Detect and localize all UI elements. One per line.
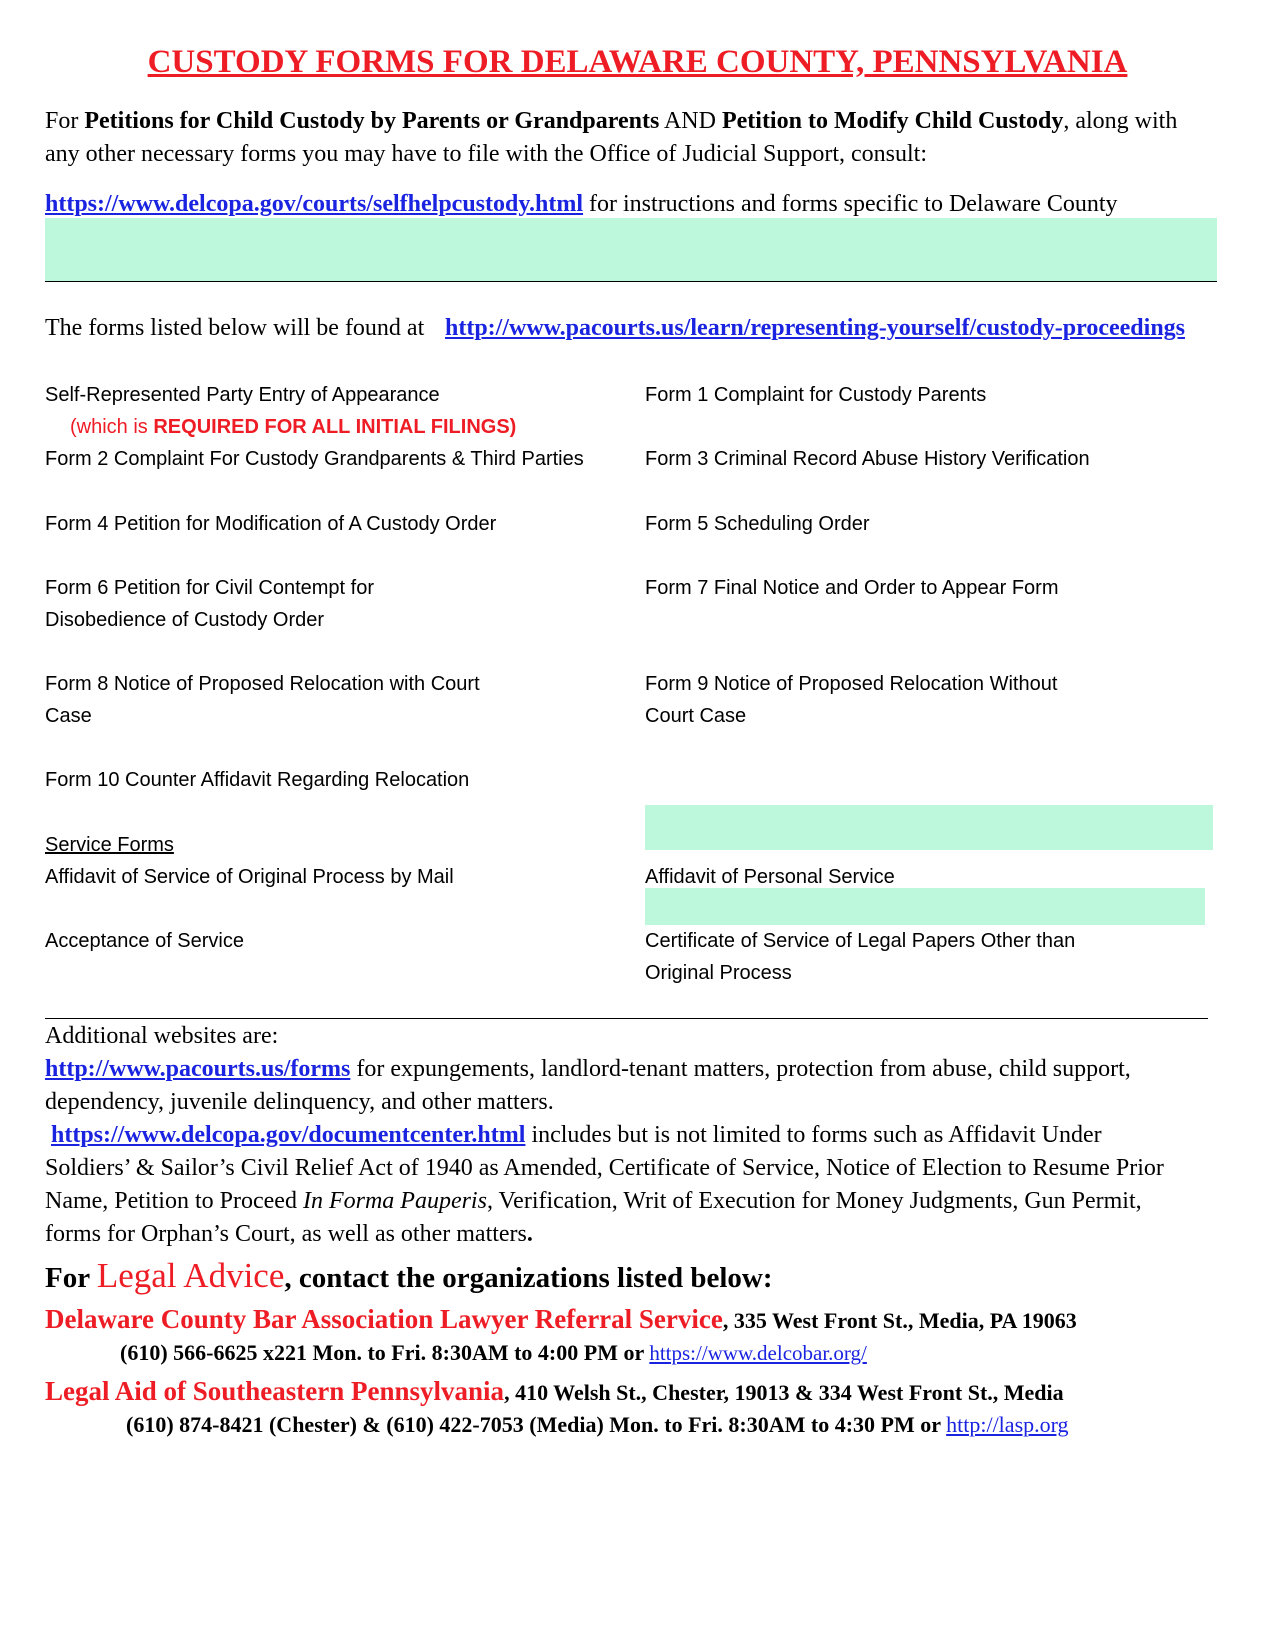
legal-advice-for: For	[45, 1262, 97, 1294]
legal-aid-line	[45, 1376, 1064, 1407]
forms-intro-text: The forms listed below will be found at	[45, 315, 425, 341]
certificate-of-service-line-1[interactable]: Certificate of Service of Legal Papers Other than	[645, 930, 1076, 952]
form-7[interactable]: Form 7 Final Notice and Order to Appear Form	[645, 577, 1059, 599]
delcobar-link[interactable]: https://www.delcobar.org/	[649, 1341, 867, 1365]
form-8-line-1[interactable]: Form 8 Notice of Proposed Relocation with Court	[45, 673, 480, 695]
intro-bold-petition-custody: Petitions for Child Custody by Parents or Grandparents	[84, 108, 660, 134]
bar-association-name: Delaware County Bar Association Lawyer Referral Service	[45, 1304, 723, 1334]
legal-advice-heading	[45, 1256, 773, 1296]
form-6-line-1[interactable]: Form 6 Petition for Civil Contempt for	[45, 577, 374, 599]
document-center-desc-4	[45, 1221, 533, 1248]
pacourts-forms-desc: for expungements, landlord-tenant matters, protection from abuse, child support,	[350, 1056, 1131, 1082]
service-forms-heading: Service Forms	[45, 834, 174, 856]
desc-period: .	[526, 1221, 533, 1247]
affidavit-service-mail[interactable]: Affidavit of Service of Original Process by Mail	[45, 866, 454, 888]
legal-advice-rest: , contact the organizations listed below:	[284, 1262, 773, 1294]
certificate-of-service-line-2[interactable]: Original Process	[645, 962, 792, 984]
form-3[interactable]: Form 3 Criminal Record Abuse History Verification	[645, 448, 1090, 470]
desc-text: , Verification, Writ of Execution for Money Judgments, Gun Permit,	[486, 1188, 1142, 1214]
document-center-desc-2: Soldiers’ & Sailor’s Civil Relief Act of 1940 as Amended, Certificate of Service, Notice of Election to Resume Prior	[45, 1155, 1164, 1181]
county-link-line	[45, 191, 1118, 218]
legal-aid-contact	[126, 1412, 1069, 1438]
legal-aid-address: , 410 Welsh St., Chester, 19013 & 334 West Front St., Media	[504, 1380, 1064, 1405]
acceptance-of-service[interactable]: Acceptance of Service	[45, 930, 244, 952]
bar-association-line	[45, 1304, 1077, 1335]
intro-text: , along with	[1063, 108, 1178, 134]
document-center-desc-3	[45, 1188, 1142, 1215]
form-entry-of-appearance[interactable]: Self-Represented Party Entry of Appearance	[45, 384, 440, 406]
form-5[interactable]: Form 5 Scheduling Order	[645, 513, 870, 535]
bar-association-address: , 335 West Front St., Media, PA 19063	[722, 1308, 1077, 1333]
document-center-link[interactable]: https://www.delcopa.gov/documentcenter.html	[51, 1122, 526, 1148]
desc-text: Name, Petition to Proceed	[45, 1188, 303, 1214]
form-9-line-1[interactable]: Form 9 Notice of Proposed Relocation Without	[645, 673, 1058, 695]
form-10[interactable]: Form 10 Counter Affidavit Regarding Relocation	[45, 769, 470, 791]
form-1[interactable]: Form 1 Complaint for Custody Parents	[645, 384, 987, 406]
pacourts-forms-link[interactable]: http://www.pacourts.us/forms	[45, 1056, 351, 1082]
desc-text: forms for Orphan’s Court, as well as other matters	[45, 1221, 527, 1247]
required-note-text: (which is	[70, 416, 154, 438]
divider	[45, 281, 1217, 282]
intro-bold-petition-modify: Petition to Modify Child Custody	[721, 108, 1064, 134]
county-link-desc: for instructions and forms specific to Delaware County	[583, 191, 1118, 217]
document-center-desc: includes but is not limited to forms such as Affidavit Under	[525, 1122, 1102, 1148]
forms-intro-line	[45, 315, 424, 342]
highlight-box	[45, 218, 1217, 281]
bar-association-contact	[120, 1340, 867, 1366]
required-note	[70, 416, 516, 439]
pacourts-custody-link[interactable]: http://www.pacourts.us/learn/representing-yourself/custody-proceedings	[445, 315, 1186, 341]
additional-heading: Additional websites are:	[45, 1023, 279, 1049]
intro-line-2: any other necessary forms you may have to file with the Office of Judicial Support, consult:	[45, 141, 927, 167]
desc-italic: In Forma Pauperis	[302, 1188, 487, 1214]
form-4[interactable]: Form 4 Petition for Modification of A Custody Order	[45, 513, 497, 535]
bar-association-phone: (610) 566-6625 x221 Mon. to Fri. 8:30AM to 4:00 PM or	[120, 1340, 650, 1365]
divider	[45, 1018, 1208, 1019]
affidavit-personal-service[interactable]: Affidavit of Personal Service	[645, 866, 895, 888]
form-2[interactable]: Form 2 Complaint For Custody Grandparents & Third Parties	[45, 448, 584, 470]
form-9-line-2[interactable]: Court Case	[645, 705, 747, 727]
page-title: CUSTODY FORMS FOR DELAWARE COUNTY, PENNSYLVANIA	[147, 44, 1128, 80]
legal-advice-emphasis: Legal Advice	[96, 1256, 285, 1295]
highlight-box	[645, 888, 1205, 925]
intro-text: AND	[659, 108, 722, 134]
legal-aid-phone: (610) 874-8421 (Chester) & (610) 422-7053 (Media) Mon. to Fri. 8:30AM to 4:30 PM or	[126, 1412, 947, 1437]
pacourts-forms-line	[45, 1056, 1131, 1083]
lasp-link[interactable]: http://lasp.org	[946, 1412, 1069, 1437]
required-note-bold: REQUIRED FOR ALL INITIAL FILINGS)	[153, 416, 517, 438]
highlight-box	[645, 805, 1213, 850]
pacourts-forms-desc-2: dependency, juvenile delinquency, and other matters.	[45, 1089, 554, 1115]
legal-aid-name: Legal Aid of Southeastern Pennsylvania	[45, 1376, 505, 1406]
intro-line-1	[45, 108, 1177, 135]
intro-text: For	[45, 108, 85, 134]
document-center-line	[51, 1122, 1102, 1149]
county-selfhelp-link[interactable]: https://www.delcopa.gov/courts/selfhelpcustody.html	[45, 191, 584, 217]
form-6-line-2[interactable]: Disobedience of Custody Order	[45, 609, 325, 631]
form-8-line-2[interactable]: Case	[45, 705, 92, 727]
